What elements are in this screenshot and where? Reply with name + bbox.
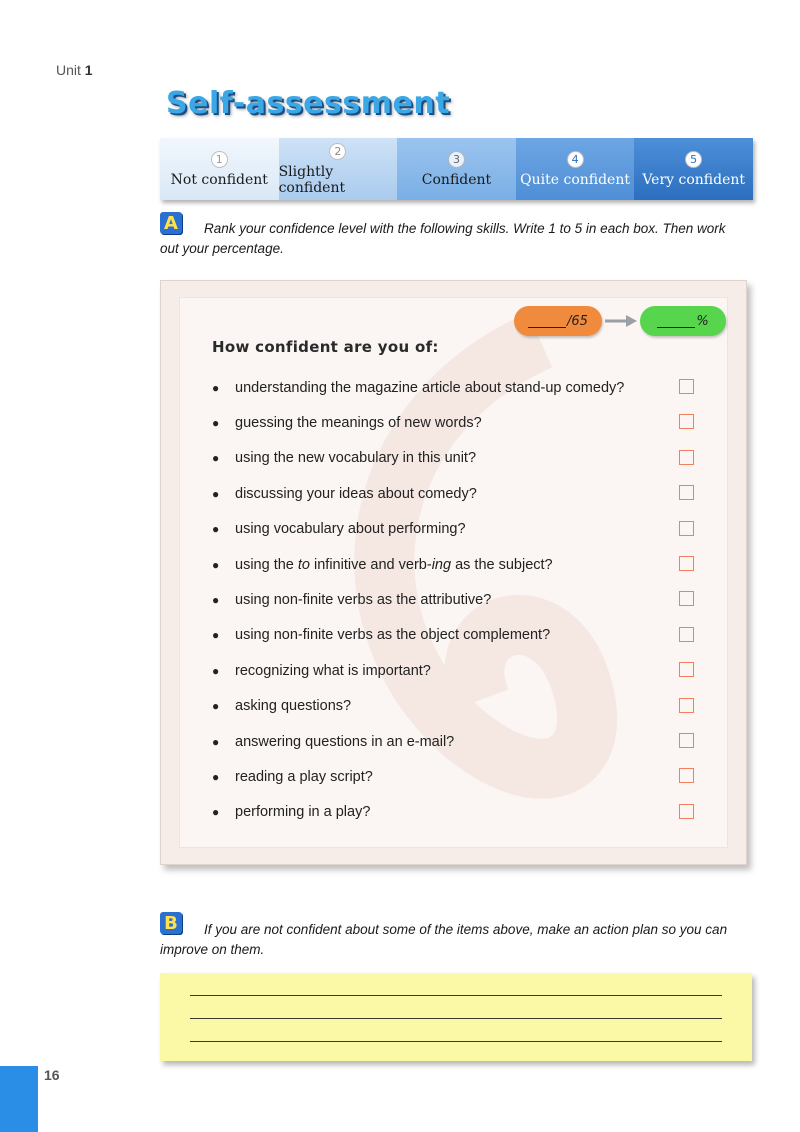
rating-box[interactable] [679,662,694,677]
scale-number: 3 [448,151,465,168]
list-item [212,689,692,724]
list-item [212,547,692,582]
rating-box[interactable] [679,591,694,606]
scale-level-5 [634,138,753,200]
item-text: understanding the magazine article about stand-up comedy? [235,379,625,396]
item-text: answering questions in an e-mail? [235,733,455,750]
rating-box[interactable] [679,521,694,536]
bullet-icon: ● [212,805,220,820]
bullet-icon: ● [212,416,220,431]
item-text: guessing the meanings of new words? [235,415,482,432]
rating-box[interactable] [679,556,694,571]
bullet-icon: ● [212,734,220,749]
item-text-part: infinitive and verb- [309,556,432,573]
percent-label: % [696,313,709,329]
page-title: Self-assessment [166,86,451,121]
list-item [212,370,692,405]
bullet-icon: ● [212,451,220,466]
bullet-icon: ● [212,628,220,643]
item-text [235,557,553,573]
item-text-italic: to [297,556,310,573]
scale-level-4 [516,138,635,200]
list-item [212,795,692,830]
percentage-pill [640,306,726,336]
list-item [212,759,692,794]
section-a-instruction: Rank your confidence level with the following skills. Write 1 to 5 in each box. Then work out your percentage. [160,221,726,256]
rating-box[interactable] [679,379,694,394]
scale-label: Quite confident [520,171,630,188]
item-text: recognizing what is important? [235,662,431,679]
item-text: using non-finite verbs as the attributive? [235,592,492,609]
percent-blank[interactable] [657,315,695,328]
page-number: 16 [44,1067,60,1083]
item-text-part: using the [235,556,298,573]
list-item [212,405,692,440]
bullet-icon: ● [212,380,220,395]
arrow-right-icon [604,314,638,328]
item-text: performing in a play? [235,804,371,821]
list-item [212,618,692,653]
section-a-badge: A [160,212,182,234]
skills-list [212,370,692,830]
unit-word: Unit [56,62,81,78]
rating-box[interactable] [679,627,694,642]
unit-number: 1 [84,62,93,78]
item-text: using non-finite verbs as the object complement? [235,627,551,644]
scale-number: 1 [211,151,228,168]
total-score-pill [514,306,602,336]
scale-label: Not confident [170,171,268,188]
list-item [212,582,692,617]
item-text-italic: ing [431,556,452,573]
bullet-icon: ● [212,769,220,784]
section-b-instruction: If you are not confident about some of the items above, make an action plan so you can improve on them. [160,922,728,957]
scale-number: 4 [567,151,584,168]
list-item [212,512,692,547]
scale-label: Confident [421,171,492,188]
list-item [212,476,692,511]
scale-level-1 [160,138,279,200]
writing-line [190,1018,722,1019]
scale-number: 2 [329,143,346,160]
item-text: reading a play script? [235,768,373,785]
rating-box[interactable] [679,733,694,748]
confidence-scale [160,138,753,200]
rating-box[interactable] [679,768,694,783]
rating-box[interactable] [679,414,694,429]
list-item [212,724,692,759]
unit-label [56,62,93,78]
scale-level-2 [279,138,398,200]
scale-level-3 [397,138,516,200]
rating-box[interactable] [679,804,694,819]
writing-line [190,1041,722,1042]
item-text-part: as the subject? [451,556,553,573]
rating-box[interactable] [679,698,694,713]
item-text: discussing your ideas about comedy? [235,485,477,502]
rating-box[interactable] [679,485,694,500]
bullet-icon: ● [212,699,220,714]
bullet-icon: ● [212,486,220,501]
writing-line [190,995,722,996]
item-text: using vocabulary about performing? [235,521,466,538]
section-b-badge: B [160,912,182,934]
scale-label: Slightly confident [278,163,346,196]
bullet-icon: ● [212,557,220,572]
page-edge-bar [0,1066,38,1132]
rating-box[interactable] [679,450,694,465]
bullet-icon: ● [212,593,220,608]
bullet-icon: ● [212,522,220,537]
scale-number: 5 [685,151,702,168]
item-text: using the new vocabulary in this unit? [235,450,477,467]
bullet-icon: ● [212,663,220,678]
action-plan-note[interactable] [160,973,752,1061]
item-text: asking questions? [235,698,352,715]
scale-label: Very confident [642,171,746,188]
list-item [212,653,692,688]
score-blank[interactable] [528,315,566,328]
score-total-label: /65 [567,313,588,329]
list-item [212,441,692,476]
panel-heading: How confident are you of: [212,338,439,356]
